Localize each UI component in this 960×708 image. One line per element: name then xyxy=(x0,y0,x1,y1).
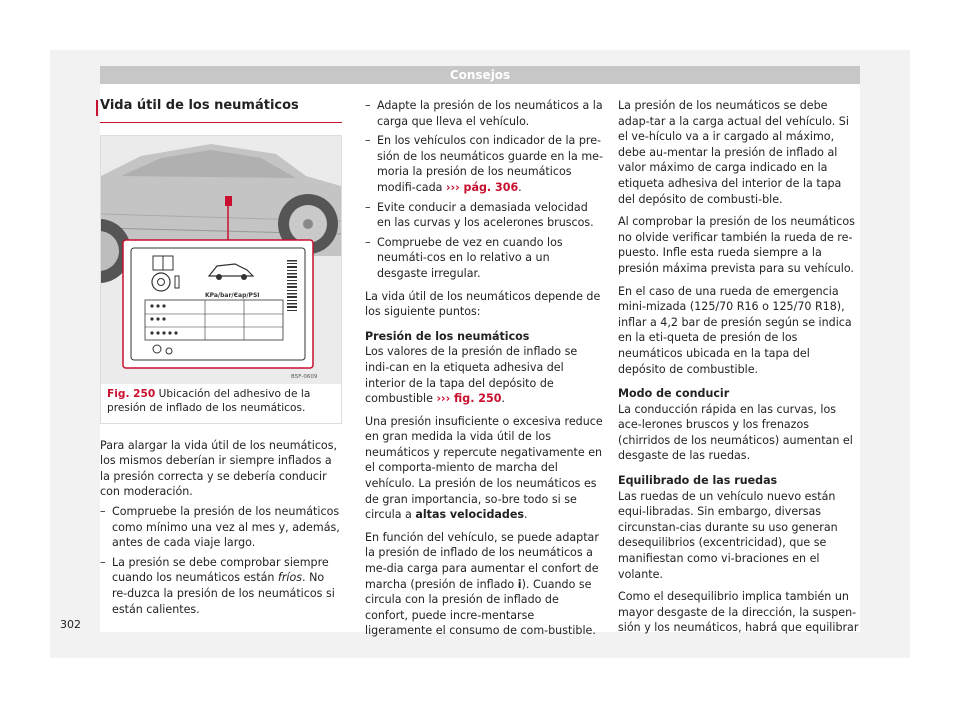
page-link[interactable]: ››› pág. 306 xyxy=(445,180,519,194)
list-item: – La presión se debe comprobar siempre cuando los neumáticos están fríos. No re-duzca la presión de los neumáticos si están calientes. xyxy=(100,555,342,617)
page-number: 302 xyxy=(60,618,81,631)
intro-paragraph: Para alargar la vida útil de los neumáticos, los mismos deberían ir siempre inflados a la presión correcta y se debería conducir con moderación. xyxy=(100,438,338,499)
sticker-unit-label: KPa/bar/Єap/PSI xyxy=(205,291,260,299)
figure-link[interactable]: ››› fig. 250 xyxy=(436,392,502,406)
column-2 xyxy=(365,84,603,639)
list-item: – Evite conducir a demasiada velocidad en las curvas y los acelerones bruscos. xyxy=(365,200,603,231)
tire-pressure-sticker-illustration xyxy=(101,136,341,384)
page-content xyxy=(100,84,860,638)
list-item: – Compruebe de vez en cuando los neumáti-cos en lo relativo a un desgaste irregular. xyxy=(365,235,603,282)
figure-250 xyxy=(100,135,342,424)
paragraph: La conducción rápida en las curvas, los ace-lerones bruscos y los frenazos (chirridos de los neumáticos) aumentan el desgaste de las ruedas. xyxy=(618,402,853,463)
list-item: – En los vehículos con indicador de la pre-sión de los neumáticos guarde en la me-moria la presión de los neumáticos modifi-cada ››› pág. 306. xyxy=(365,133,603,195)
info-icon: i xyxy=(517,577,522,591)
figure-code: B5F-0609 xyxy=(291,373,318,380)
paragraph: La presión de los neumáticos se debe adap-tar a la carga actual del vehículo. Si el ve-hículo va a ir cargado al máximo, debe au-mentar la presión de inflado al valor máximo de carga indicado en la etiqueta adhesiva del interior de la tapa del depósito de combusti-ble. xyxy=(618,99,849,206)
list-item: – Compruebe la presión de los neumáticos como mínimo una vez al mes y, además, antes de cada viaje largo. xyxy=(100,504,342,551)
column-3 xyxy=(618,84,860,636)
paragraph: Los valores de la presión de inflado se indi-can en la etiqueta adhesiva del interior de la tapa del depósito de combustible ››› fig. 250. xyxy=(365,345,578,406)
subheading-wheel-balancing: Equilibrado de las ruedas xyxy=(618,474,778,488)
list-item: – Adapte la presión de los neumáticos a la carga que lleva el vehículo. xyxy=(365,98,603,129)
section-title: Vida útil de los neumáticos xyxy=(100,98,342,123)
column-1 xyxy=(100,84,342,617)
paragraph: En el caso de una rueda de emergencia mini-mizada (125/70 R16 o 125/70 R18), inflar a 4,2 bar de presión según se indica en la eti-queta de presión de los neumáticos ubicada en la tapa del depósito de combustible. xyxy=(618,284,852,376)
subheading-tire-pressure: Presión de los neumáticos xyxy=(365,329,530,343)
figure-caption-label: Fig. 250 xyxy=(107,387,156,400)
figure-caption xyxy=(101,384,341,423)
paragraph: La vida útil de los neumáticos depende de los siguiente puntos: xyxy=(365,289,601,319)
paragraph: En función del vehículo, se puede adaptar la presión de inflado de los neumáticos a me-dia carga para aumentar el confort de marcha (presión de inflado i). Cuando se circula con la presión de inflado de confort, puede incre-mentarse ligeramente el consumo de com-bustible. xyxy=(365,530,599,638)
figure-caption-text: Ubicación del adhesivo de la presión de inflado de los neumáticos. xyxy=(107,387,311,414)
paragraph: Al comprobar la presión de los neumáticos no olvide verificar también la rueda de re-puesto. Infle esta rueda siempre a la presión máxima prevista para su vehículo. xyxy=(618,215,855,275)
chapter-header: Consejos xyxy=(100,66,860,84)
paragraph: Como el desequilibrio implica también un mayor desgaste de la dirección, la suspen-sión y los neumáticos, habrá que equilibrar xyxy=(618,590,859,635)
paragraph: Una presión insuficiente o excesiva reduce en gran medida la vida útil de los neumáticos y repercute negativamente en el comporta-miento de marcha del vehículo. La presión de los neumáticos es de gran importancia, so-bre todo si se circula a altas velocidades. xyxy=(365,414,603,522)
paragraph: Las ruedas de un vehículo nuevo están equi-libradas. Sin embargo, diversas circunstan-cias durante su uso generan desequilibrios (excentricidad), que se manifiestan como vi-braciones en el volante. xyxy=(618,489,838,581)
subheading-driving-mode: Modo de conducir xyxy=(618,387,730,401)
